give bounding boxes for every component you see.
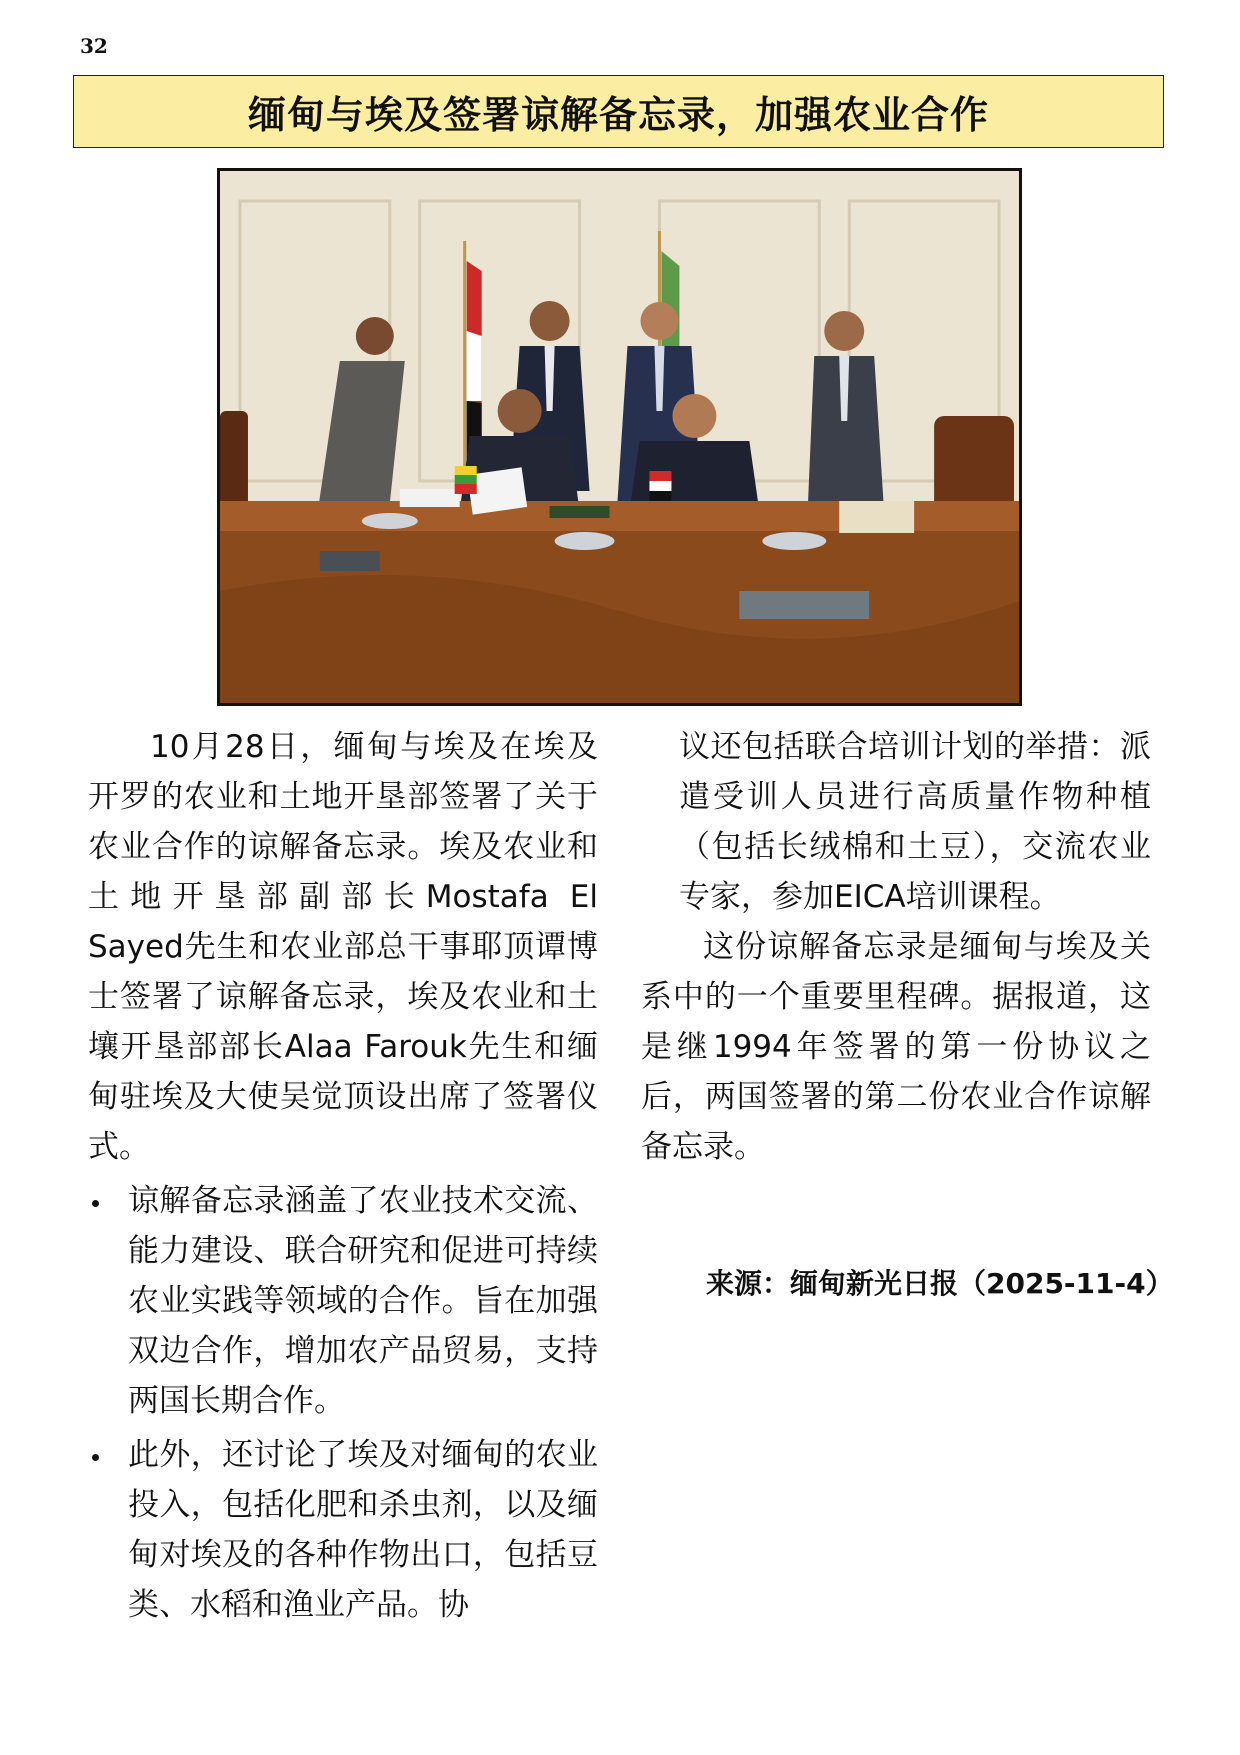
closing-paragraph: 这份谅解备忘录是缅甸与埃及关系中的一个重要里程碑。据报道，这是继1994年签署的第一份协议之后，两国签署的第二份农业合作谅解备忘录。 bbox=[641, 929, 1151, 1165]
bullet-list bbox=[88, 1176, 598, 1630]
source-attribution: 来源：缅甸新光日报（2025-11-4） bbox=[706, 1267, 1174, 1300]
list-item: 此外，还讨论了埃及对缅甸的农业投入，包括化肥和杀虫剂，以及缅甸对埃及的各种作物出口，包括豆类、水稻和渔业产品。协 bbox=[88, 1430, 598, 1630]
page-number: 32 bbox=[80, 34, 108, 58]
left-column bbox=[88, 722, 598, 1634]
list-item: 谅解备忘录涵盖了农业技术交流、能力建设、联合研究和促进可持续农业实践等领域的合作。旨在加强双边合作，增加农产品贸易，支持两国长期合作。 bbox=[88, 1176, 598, 1426]
continuation-paragraph: 议还包括联合培训计划的举措：派遣受训人员进行高质量作物种植（包括长绒棉和土豆），交流农业专家，参加EICA培训课程。 bbox=[679, 729, 1151, 915]
right-column bbox=[641, 722, 1151, 1172]
intro-paragraph: 10月28日，缅甸与埃及在埃及开罗的农业和土地开垦部签署了关于农业合作的谅解备忘录。埃及农业和土地开垦部副部长Mostafa El Sayed先生和农业部总干事耶顶谭博士签署了谅解备忘录，埃及农业和土壤开垦部部长Alaa Farouk先生和缅甸驻埃及大使吴觉顶设出席了签署仪式。 bbox=[88, 729, 598, 1165]
signing-ceremony-photo bbox=[217, 168, 1022, 706]
title-banner bbox=[73, 75, 1164, 148]
article-title: 缅甸与埃及签署谅解备忘录，加强农业合作 bbox=[247, 93, 989, 137]
photo-illustration bbox=[220, 171, 1019, 703]
